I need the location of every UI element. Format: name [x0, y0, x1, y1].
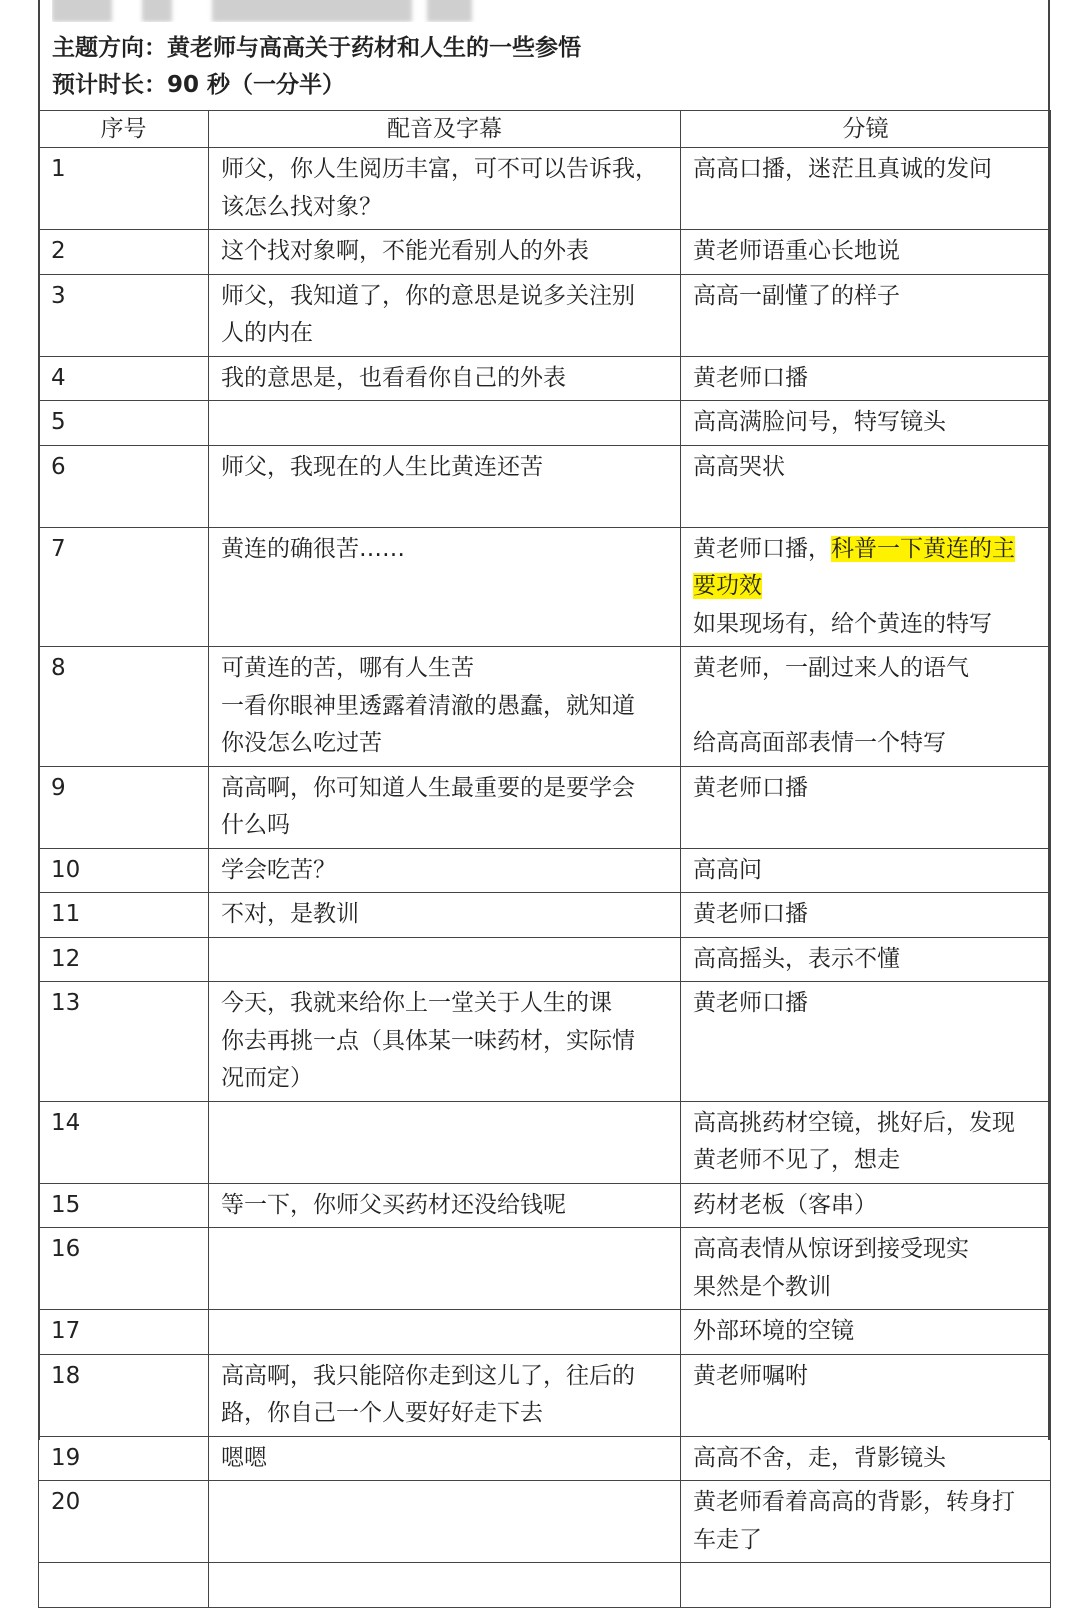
table-row	[39, 937, 1051, 982]
row-number: 15	[39, 1183, 209, 1228]
shot-line: 黄老师口播	[693, 774, 808, 801]
table-row	[39, 1436, 1051, 1481]
topic-line	[52, 30, 1042, 67]
table-row	[39, 766, 1051, 848]
dubbing-line: 该怎么找对象？	[221, 193, 382, 220]
shot-line: 黄老师语重心长地说	[693, 238, 900, 264]
dubbing-line: 一看你眼神里透露着清澈的愚蠢，就知道	[221, 692, 635, 719]
shot-line: 如果现场有，给个黄连的特写	[693, 610, 992, 637]
shot-line: 高高口播，迷茫且真诚的发问	[693, 156, 992, 182]
dubbing-line: 师父，你人生阅历丰富，可不可以告诉我，	[221, 156, 658, 182]
dubbing-line: 可黄连的苦，哪有人生苦	[221, 655, 474, 681]
shot-line: 车走了	[693, 1526, 762, 1553]
row-number: 17	[39, 1310, 209, 1355]
dubbing-cell	[209, 937, 681, 982]
shot-line: 黄老师，一副过来人的语气	[693, 655, 969, 681]
redacted-title	[52, 0, 1042, 22]
shot-cell	[681, 647, 1051, 767]
shot-line: 黄老师口播	[693, 901, 808, 927]
shot-cell	[681, 982, 1051, 1102]
shot-cell	[681, 766, 1051, 848]
shot-line: 黄老师不见了，想走	[693, 1147, 900, 1173]
shot-line: 高高满脸问号，特写镜头	[693, 409, 946, 435]
table-row	[39, 401, 1051, 446]
shot-cell	[681, 527, 1051, 647]
shot-line	[693, 568, 1038, 606]
shot-cell	[681, 356, 1051, 401]
row-number: 9	[39, 766, 209, 848]
shot-line	[693, 688, 1038, 726]
shot-line: 外部环境的空镜	[693, 1318, 854, 1344]
shot-cell	[681, 893, 1051, 938]
row-number: 16	[39, 1228, 209, 1310]
shot-text: 黄老师口播，	[693, 535, 831, 562]
column-header-number: 序号	[39, 111, 209, 148]
shot-cell	[681, 1354, 1051, 1436]
row-number: 18	[39, 1354, 209, 1436]
row-number: 1	[39, 148, 209, 230]
table-row	[39, 893, 1051, 938]
row-number: 8	[39, 647, 209, 767]
row-number: 19	[39, 1436, 209, 1481]
duration-label: 预计时长：	[52, 72, 167, 98]
shot-cell	[681, 230, 1051, 275]
shot-line: 黄老师口播	[693, 364, 808, 391]
empty-cell	[681, 1563, 1051, 1608]
shot-cell	[681, 1183, 1051, 1228]
shot-line: 高高表情从惊讶到接受现实	[693, 1236, 969, 1262]
dubbing-cell	[209, 1481, 681, 1563]
shot-line: 高高哭状	[693, 453, 785, 480]
topic-value: 黄老师与高高关于药材和人生的一些参悟	[167, 35, 581, 61]
dubbing-line: 高高啊，我只能陪你走到这儿了，往后的	[221, 1362, 635, 1389]
storyboard-table	[38, 110, 1051, 1608]
row-number: 5	[39, 401, 209, 446]
dubbing-line: 学会吃苦？	[221, 856, 336, 883]
shot-cell	[681, 1228, 1051, 1310]
table-row	[39, 1481, 1051, 1563]
dubbing-line: 嗯嗯	[221, 1444, 267, 1471]
dubbing-line: 什么吗	[221, 812, 290, 838]
shot-line	[693, 531, 1038, 569]
row-number: 11	[39, 893, 209, 938]
row-number: 14	[39, 1101, 209, 1183]
dubbing-cell	[209, 893, 681, 938]
table-row	[39, 1228, 1051, 1310]
shot-line: 高高挑药材空镜，挑好后，发现	[693, 1109, 1015, 1136]
shot-cell	[681, 1101, 1051, 1183]
shot-cell	[681, 148, 1051, 230]
dubbing-cell	[209, 1310, 681, 1355]
highlighted-text: 要功效	[693, 573, 762, 599]
row-number: 13	[39, 982, 209, 1102]
duration-line	[52, 67, 1042, 104]
shot-line: 黄老师看着高高的背影，转身打	[693, 1489, 1015, 1515]
row-number: 7	[39, 527, 209, 647]
table-row	[39, 230, 1051, 275]
table-row	[39, 527, 1051, 647]
dubbing-line	[221, 486, 668, 524]
dubbing-line: 路，你自己一个人要好好走下去	[221, 1400, 543, 1426]
table-row	[39, 982, 1051, 1102]
shot-line: 黄老师嘱咐	[693, 1362, 808, 1389]
table-body	[39, 148, 1051, 1608]
document-header	[52, 0, 1042, 104]
shot-line: 果然是个教训	[693, 1273, 831, 1300]
dubbing-line: 这个找对象啊，不能光看别人的外表	[221, 238, 589, 264]
shot-line: 高高问	[693, 856, 762, 883]
shot-line: 药材老板（客串）	[693, 1191, 877, 1218]
table-row	[39, 647, 1051, 767]
shot-cell	[681, 1310, 1051, 1355]
dubbing-cell	[209, 148, 681, 230]
dubbing-line: 况而定）	[221, 1065, 313, 1091]
shot-line: 高高不舍，走，背影镜头	[693, 1444, 946, 1471]
highlighted-text: 科普一下黄连的主	[831, 535, 1015, 562]
shot-cell	[681, 274, 1051, 356]
shot-line: 黄老师口播	[693, 990, 808, 1016]
dubbing-line: 今天，我就来给你上一堂关于人生的课	[221, 990, 612, 1016]
shot-cell	[681, 937, 1051, 982]
row-number: 4	[39, 356, 209, 401]
dubbing-cell	[209, 356, 681, 401]
dubbing-cell	[209, 230, 681, 275]
dubbing-cell	[209, 527, 681, 647]
table-row	[39, 1310, 1051, 1355]
row-number: 2	[39, 230, 209, 275]
table-row	[39, 148, 1051, 230]
empty-cell	[209, 1563, 681, 1608]
shot-line: 给高高面部表情一个特写	[693, 730, 946, 756]
row-number: 10	[39, 848, 209, 893]
row-number: 6	[39, 445, 209, 527]
row-number: 20	[39, 1481, 209, 1563]
shot-cell	[681, 445, 1051, 527]
table-header-row	[39, 111, 1051, 148]
dubbing-cell	[209, 766, 681, 848]
shot-line: 高高一副懂了的样子	[693, 282, 900, 309]
column-header-shot: 分镜	[681, 111, 1051, 148]
empty-cell	[39, 1563, 209, 1608]
dubbing-line: 师父，我现在的人生比黄连还苦	[221, 453, 543, 480]
dubbing-line: 黄连的确很苦……	[221, 535, 405, 562]
dubbing-cell	[209, 1354, 681, 1436]
dubbing-line: 不对，是教训	[221, 901, 359, 927]
table-row	[39, 445, 1051, 527]
dubbing-line: 我的意思是，也看看你自己的外表	[221, 364, 566, 391]
dubbing-cell	[209, 982, 681, 1102]
dubbing-cell	[209, 401, 681, 446]
dubbing-line: 人的内在	[221, 320, 313, 346]
dubbing-line: 等一下，你师父买药材还没给钱呢	[221, 1191, 566, 1218]
column-header-dubbing: 配音及字幕	[209, 111, 681, 148]
table-row	[39, 848, 1051, 893]
dubbing-cell	[209, 445, 681, 527]
dubbing-line: 高高啊，你可知道人生最重要的是要学会	[221, 774, 635, 801]
row-number: 12	[39, 937, 209, 982]
shot-cell	[681, 848, 1051, 893]
dubbing-line: 你去再挑一点（具体某一味药材，实际情	[221, 1027, 635, 1054]
table-row	[39, 1183, 1051, 1228]
dubbing-cell	[209, 1228, 681, 1310]
table-row-partial	[39, 1563, 1051, 1608]
topic-label: 主题方向：	[52, 35, 167, 61]
shot-line: 高高摇头，表示不懂	[693, 945, 900, 972]
dubbing-cell	[209, 1101, 681, 1183]
dubbing-line: 师父，我知道了，你的意思是说多关注别	[221, 282, 635, 309]
table-row	[39, 274, 1051, 356]
shot-cell	[681, 1436, 1051, 1481]
dubbing-cell	[209, 1436, 681, 1481]
dubbing-cell	[209, 1183, 681, 1228]
dubbing-cell	[209, 848, 681, 893]
table-row	[39, 1101, 1051, 1183]
shot-cell	[681, 1481, 1051, 1563]
table-row	[39, 356, 1051, 401]
dubbing-line: 你没怎么吃过苦	[221, 730, 382, 756]
table-row	[39, 1354, 1051, 1436]
duration-value: 90 秒（一分半）	[167, 72, 346, 98]
dubbing-cell	[209, 274, 681, 356]
shot-cell	[681, 401, 1051, 446]
row-number: 3	[39, 274, 209, 356]
dubbing-cell	[209, 647, 681, 767]
